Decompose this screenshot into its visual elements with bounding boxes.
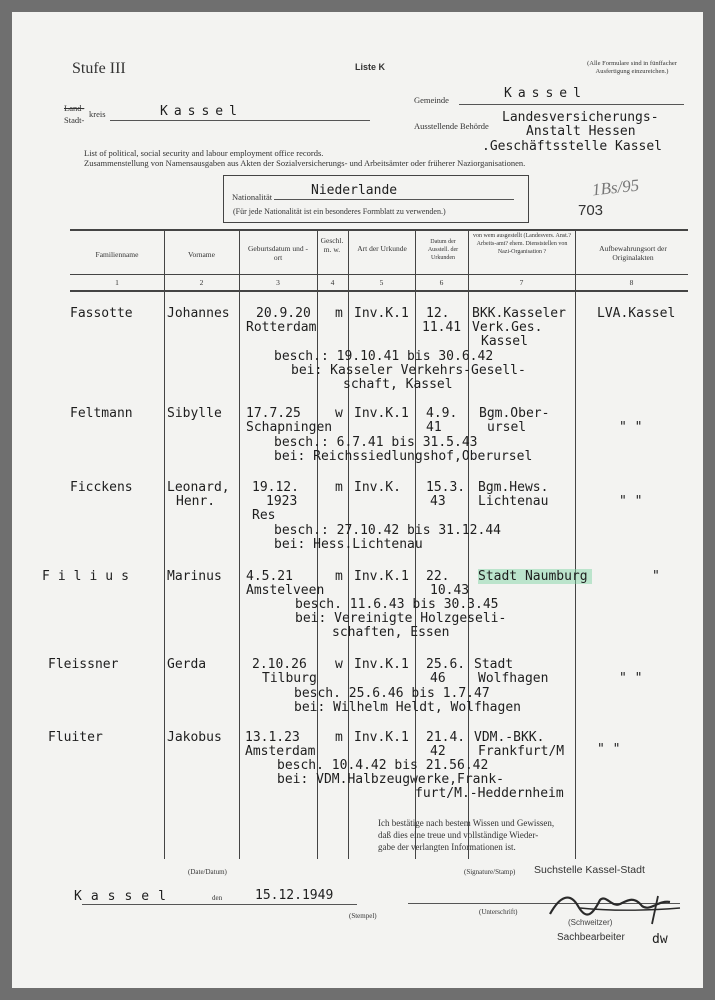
entry-besch: besch.: 27.10.42 bis 31.12.44 (274, 523, 501, 538)
gemeinde-value: Kassel (504, 86, 587, 101)
certification-line-1: Ich bestätige nach bestem Wissen und Gewissen, (378, 818, 555, 828)
entry-bei-2: schaften, Essen (332, 625, 450, 640)
sachbearbeiter-label: Sachbearbeiter (557, 932, 625, 943)
entry-name: Fleissner (48, 657, 119, 672)
entry-von-1: Bgm.Hews. (478, 480, 549, 495)
entry-sex: w (335, 406, 343, 421)
entry-besch: besch. 10.4.42 bis 21.56.42 (277, 758, 489, 773)
signature-label: (Signature/Stamp) (464, 868, 516, 876)
entry-name: Fluiter (48, 730, 103, 745)
entry-von-1: BKK.Kasseler (472, 306, 566, 321)
date-value: 15.12.1949 (255, 888, 334, 903)
col-header-4: Geschl. m. w. (320, 236, 344, 254)
behoerde-line2: Anstalt Hessen (526, 124, 636, 139)
entry-vorname: Sibylle (167, 406, 222, 421)
entry-bei-1: bei: Wilhelm Heldt, Wolfhagen (294, 700, 521, 715)
col-header-3: Geburtsdatum und -ort (248, 244, 308, 262)
kreis-underline (110, 120, 370, 121)
entry-von-2: Frankfurt/M (478, 744, 565, 759)
entry-vorname: Jakobus (167, 730, 222, 745)
entry-bei-1: bei: Hess.Lichtenau (274, 537, 423, 552)
nationality-note: (Für jede Nationalität ist ein besonderes Formblatt zu verwenden.) (233, 207, 446, 216)
entry-geb-date: 19.12. (252, 480, 299, 495)
behoerde-line3: .Geschäftsstelle Kassel (482, 139, 663, 154)
entry-bei-1: bei: Vereinigte Holzgeseli- (295, 611, 507, 626)
initials-value: dw (652, 932, 668, 947)
place-value: Kassel (74, 889, 175, 904)
entry-geb-place: Res (252, 508, 276, 523)
entry-datum-1: 21.4. (426, 730, 466, 745)
entry-datum-1: 25.6. (426, 657, 466, 672)
col-divider-7 (575, 229, 576, 859)
entry-von-1: VDM.-BKK. (474, 730, 545, 745)
entry-geb-date: 13.1.23 (245, 730, 300, 745)
document-page (12, 12, 703, 988)
entry-art: Inv.K.1 (354, 657, 409, 672)
entry-geb-place: Schapningen (246, 420, 333, 435)
certification-line-2: daß dies eine treue und vollständige Wieder- (378, 830, 539, 840)
entry-bei-1: bei: Kasseler Verkehrs-Gesell- (291, 363, 526, 378)
entry-datum-1: 15.3. (426, 480, 466, 495)
entry-sex: m (335, 306, 343, 321)
entry-datum-1: 12. (426, 306, 450, 321)
entry-ort: " " (619, 420, 643, 435)
description-en: List of political, social security and labour employment office records. (84, 148, 324, 158)
entry-datum-2: 11.41 (422, 320, 462, 335)
entry-bei-1: bei: VDM.Halbzeugwerke,Frank- (277, 772, 504, 787)
date-label: (Date/Datum) (188, 868, 227, 876)
nationality-value: Niederlande (311, 183, 398, 198)
table-header-bottom-rule (70, 290, 688, 292)
entry-ort: " " (619, 671, 643, 686)
den-label: den (212, 894, 223, 902)
handwritten-signature (540, 886, 690, 926)
description-de: Zusammenstellung von Namensausgaben aus Akten der Sozialversicherungs- und Arbeitsämter oder früherer Naziorganisationen. (84, 158, 526, 168)
entry-sex: m (335, 480, 343, 495)
note-right: (Alle Formulare sind in fünffacher Ausfertigung einzureichen.) (587, 60, 677, 75)
table-header-rule (70, 274, 688, 275)
entry-datum-1: 4.9. (426, 406, 458, 421)
unterschrift-label: (Unterschrift) (479, 908, 518, 916)
col-header-5: Art der Urkunde (357, 244, 407, 253)
entry-geb-year: 1923 (266, 494, 298, 509)
behoerde-line1: Landesversicherungs- (502, 110, 659, 125)
entry-name: Filius (42, 569, 137, 584)
col-header-6: Datum der Ausstell. der Urkunden (427, 239, 459, 261)
entry-besch: besch. 11.6.43 bis 30.3.45 (295, 597, 499, 612)
entry-datum-2: 41 (426, 420, 442, 435)
entry-von-2: Wolfhagen (478, 671, 549, 686)
entry-datum-2: 46 (430, 671, 446, 686)
entry-art: Inv.K.1 (354, 406, 409, 421)
entry-art: Inv.K.1 (354, 306, 409, 321)
stadt-label: Stadt- (64, 115, 85, 125)
entry-datum-2: 43 (430, 494, 446, 509)
table-top-rule (70, 229, 688, 231)
entry-bei-2: furt/M.-Heddernheim (415, 786, 564, 801)
entry-name: Ficckens (70, 480, 133, 495)
entry-von-2: Verk.Ges. (472, 320, 543, 335)
gemeinde-underline (459, 104, 684, 105)
entry-vorname: Johannes (167, 306, 230, 321)
nationality-underline (274, 199, 514, 200)
stempel-label: (Stempel) (349, 912, 377, 920)
col-header-7: von wem ausgestellt (Landesvers. Anst.? Arbeits-amt? ehem. Dienststellen von Nazi-Organisation ? (473, 233, 571, 255)
col-num-8: 8 (629, 278, 634, 287)
entry-geb-date: 4.5.21 (246, 569, 293, 584)
entry-art: Inv.K. (354, 480, 401, 495)
col-header-1: Familienname (95, 250, 139, 259)
col-header-2: Vorname (188, 250, 215, 259)
col-num-1: 1 (115, 278, 119, 287)
entry-sex: m (335, 730, 343, 745)
schweitzer-label: (Schweitzer) (568, 918, 613, 927)
entry-geb-date: 17.7.25 (246, 406, 301, 421)
entry-art: Inv.K.1 (354, 730, 409, 745)
behoerde-label: Ausstellende Behörde (414, 121, 489, 131)
entry-bei-1: bei: Reichssiedlungshof,Oberursel (274, 449, 533, 464)
entry-geb-place: Amsterdam (245, 744, 316, 759)
col-num-7: 7 (519, 278, 524, 287)
entry-ort: LVA.Kassel (597, 306, 676, 321)
entry-von-1: Stadt (474, 657, 514, 672)
entry-geb-date: 20.9.20 (256, 306, 311, 321)
kreis-value: Kassel (160, 104, 243, 119)
handwritten-scribble: 1Bs/95 (591, 175, 641, 200)
entry-vorname: Marinus (167, 569, 222, 584)
col-num-4: 4 (330, 278, 335, 287)
entry-von-1: Bgm.Ober- (479, 406, 550, 421)
entry-name: Feltmann (70, 406, 133, 421)
col-divider-1 (164, 229, 165, 859)
stamp-text: Suchstelle Kassel-Stadt (534, 864, 645, 876)
entry-name: Fassotte (70, 306, 133, 321)
date-underline (82, 904, 357, 905)
nationality-label: Nationalität (232, 192, 273, 202)
entry-vorname-2: Henr. (176, 494, 216, 509)
col-num-5: 5 (379, 278, 384, 287)
liste-label: Liste K (355, 62, 386, 72)
entry-ort: " (652, 569, 660, 584)
entry-geb-date: 2.10.26 (252, 657, 307, 672)
entry-geb-place: Rotterdam (246, 320, 317, 335)
entry-besch: besch.: 19.10.41 bis 30.6.42 (274, 349, 494, 364)
entry-von-2: ursel (487, 420, 527, 435)
gemeinde-label: Gemeinde (414, 95, 449, 105)
entry-vorname: Leonard, (167, 480, 230, 495)
entry-geb-place: Tilburg (262, 671, 317, 686)
col-divider-2 (239, 229, 240, 859)
entry-von-3: Kassel (481, 334, 528, 349)
stufe-label: Stufe III (72, 60, 126, 77)
col-num-3: 3 (276, 278, 280, 287)
entry-art: Inv.K.1 (354, 569, 409, 584)
entry-datum-2: 10.43 (430, 583, 470, 598)
kreis-label: kreis (89, 109, 106, 119)
entry-besch: besch. 25.6.46 bis 1.7.47 (294, 686, 490, 701)
col-header-8: Aufbewahrungsort der Originalakten (599, 244, 667, 262)
entry-bei-2: schaft, Kassel (343, 377, 453, 392)
handwritten-number: 703 (578, 202, 604, 219)
entry-ort: " " (619, 494, 643, 509)
entry-datum-1: 22. (426, 569, 450, 584)
entry-geb-place: Amstelveen (246, 583, 325, 598)
entry-vorname: Gerda (167, 657, 207, 672)
entry-besch: besch.: 6.7.41 bis 31.5.43 (274, 435, 478, 450)
entry-von-1: Stadt Naumburg (478, 569, 592, 584)
entry-datum-2: 42 (430, 744, 446, 759)
col-num-2: 2 (199, 278, 204, 287)
col-num-6: 6 (439, 278, 444, 287)
certification-line-3: gabe der verlangten Informationen ist. (378, 842, 516, 852)
entry-sex: w (335, 657, 343, 672)
entry-von-2: Lichtenau (478, 494, 549, 509)
entry-ort: " " (597, 742, 621, 757)
entry-sex: m (335, 569, 343, 584)
land-label: Land- (64, 103, 85, 113)
